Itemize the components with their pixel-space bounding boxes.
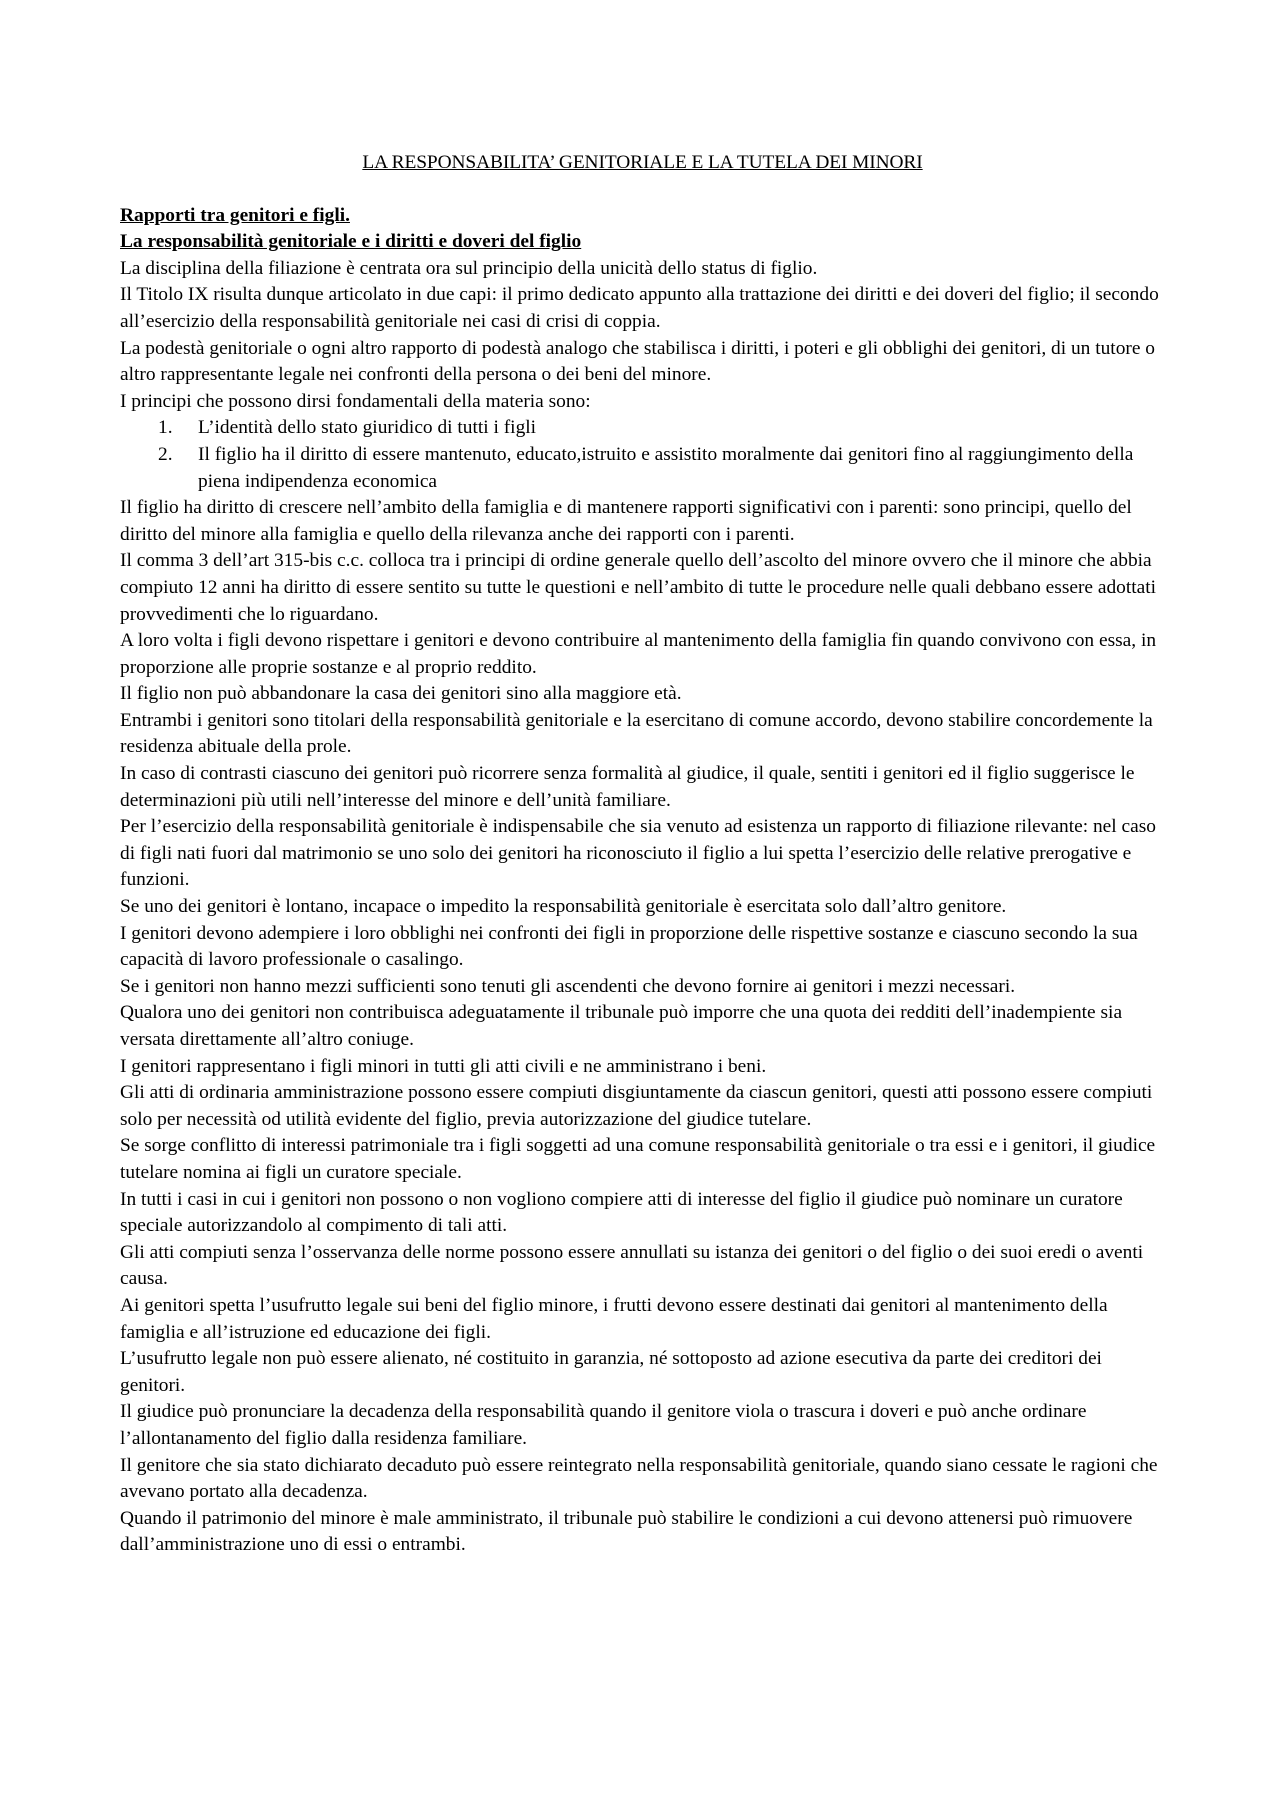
principles-list	[120, 415, 1165, 495]
paragraph: Per l’esercizio della responsabilità genitoriale è indispensabile che sia venuto ad esistenza un rapporto di filiazione rilevante: nel caso di figli nati fuori dal matrimonio se uno solo dei genitori ha riconosciuto il figlio a lui spetta l’esercizio delle relative prerogative e funzioni.	[120, 816, 1156, 891]
paragraph: I principi che possono dirsi fondamentali della materia sono:	[120, 390, 591, 412]
paragraph: Il comma 3 dell’art 315-bis c.c. colloca tra i principi di ordine generale quello dell’ascolto del minore ovvero che il minore che abbia compiuto 12 anni ha diritto di essere sentito su tutte le questioni e nell’ambito di tutte le procedure nelle quali debbano essere adottati provvedimenti che lo riguardano.	[120, 550, 1157, 625]
paragraph: La disciplina della filiazione è centrata ora sul principio della unicità dello status di figlio.	[120, 257, 818, 279]
paragraph: La podestà genitoriale o ogni altro rapporto di podestà analogo che stabilisca i diritti, i poteri e gli obblighi dei genitori, di un tutore o altro rappresentante legale nei confronti della persona o dei beni del minore.	[120, 337, 1155, 386]
paragraph: Se i genitori non hanno mezzi sufficienti sono tenuti gli ascendenti che devono fornire ai genitori i mezzi necessari.	[120, 975, 1016, 997]
paragraph: Se uno dei genitori è lontano, incapace o impedito la responsabilità genitoriale è esercitata solo dall’altro genitore.	[120, 896, 1007, 918]
list-item-text: Il figlio ha il diritto di essere mantenuto, educato,istruito e assistito moralmente dai genitori fino al raggiungimento della piena indipendenza economica	[198, 443, 1134, 492]
section-heading-rapporti: Rapporti tra genitori e figli.	[120, 204, 350, 226]
paragraph: Il figlio non può abbandonare la casa dei genitori sino alla maggiore età.	[120, 683, 682, 705]
paragraph: A loro volta i figli devono rispettare i genitori e devono contribuire al mantenimento della famiglia fin quando convivono con essa, in proporzione alle proprie sostanze e al proprio reddito.	[120, 630, 1157, 678]
paragraph: In tutti i casi in cui i genitori non possono o non vogliono compiere atti di interesse del figlio il giudice può nominare un curatore speciale autorizzandolo al compimento di tali atti.	[120, 1188, 1123, 1237]
paragraph: Ai genitori spetta l’usufrutto legale sui beni del figlio minore, i frutti devono essere destinati dai genitori al mantenimento della famiglia e all’istruzione ed educazione dei figli.	[120, 1294, 1108, 1343]
paragraph: Quando il patrimonio del minore è male amministrato, il tribunale può stabilire le condizioni a cui devono attenersi può rimuovere dall’amministrazione uno di essi o entrambi.	[120, 1507, 1133, 1556]
list-item	[158, 415, 1165, 442]
paragraph: Entrambi i genitori sono titolari della responsabilità genitoriale e la esercitano di comune accordo, devono stabilire concordemente la residenza abituale della prole.	[120, 709, 1153, 758]
paragraph: In caso di contrasti ciascuno dei genitori può ricorrere senza formalità al giudice, il quale, sentiti i genitori ed il figlio suggerisce le determinazioni più utili nell’interesse del minore e dell’unità familiare.	[120, 763, 1135, 811]
document-body	[120, 150, 1165, 1559]
list-item-number: 2.	[158, 443, 173, 465]
document-title: LA RESPONSABILITA’ GENITORIALE E LA TUTELA DEI MINORI	[362, 152, 923, 173]
section-heading-responsabilita: La responsabilità genitoriale e i diritti e doveri del figlio	[120, 231, 582, 253]
paragraph: Gli atti compiuti senza l’osservanza delle norme possono essere annullati su istanza dei genitori o del figlio o dei suoi eredi o aventi causa.	[120, 1241, 1144, 1290]
paragraph: Il Titolo IX risulta dunque articolato in due capi: il primo dedicato appunto alla trattazione dei diritti e dei doveri del figlio; il secondo all’esercizio della responsabilità genitoriale nei casi di crisi di coppia.	[120, 284, 1159, 332]
list-item	[158, 442, 1165, 495]
paragraph: Gli atti di ordinaria amministrazione possono essere compiuti disgiuntamente da ciascun genitori, questi atti possono essere compiuti solo per necessità od utilità evidente del figlio, previa autorizzazione del giudice tutelare.	[120, 1082, 1153, 1130]
paragraph: Qualora uno dei genitori non contribuisca adeguatamente il tribunale può imporre che una quota dei redditi dell’inadempiente sia versata direttamente all’altro coniuge.	[120, 1002, 1123, 1050]
paragraphs-before-list	[120, 256, 1165, 416]
paragraph: Il figlio ha diritto di crescere nell’ambito della famiglia e di mantenere rapporti significativi con i parenti: sono principi, quello del diritto del minore alla famiglia e quello della rilevanza anche dei rapporti con i parenti.	[120, 497, 1132, 545]
list-item-text: L’identità dello stato giuridico di tutti i figli	[198, 417, 537, 439]
paragraph: Se sorge conflitto di interessi patrimoniale tra i figli soggetti ad una comune responsabilità genitoriale o tra essi e i genitori, il giudice tutelare nomina ai figli un curatore speciale.	[120, 1135, 1156, 1183]
paragraph: Il giudice può pronunciare la decadenza della responsabilità quando il genitore viola o trascura i doveri e può anche ordinare l’allontanamento del figlio dalla residenza familiare.	[120, 1401, 1087, 1449]
paragraph: I genitori rappresentano i figli minori in tutti gli atti civili e ne amministrano i beni.	[120, 1055, 767, 1077]
paragraphs-after-list	[120, 495, 1165, 1559]
list-item-number: 1.	[158, 417, 173, 439]
paragraph: L’usufrutto legale non può essere alienato, né costituito in garanzia, né sottoposto ad azione esecutiva da parte dei creditori dei genitori.	[120, 1348, 1102, 1396]
paragraph: Il genitore che sia stato dichiarato decaduto può essere reintegrato nella responsabilità genitoriale, quando siano cessate le ragioni che avevano portato alla decadenza.	[120, 1454, 1158, 1503]
paragraph: I genitori devono adempiere i loro obblighi nei confronti dei figli in proporzione delle rispettive sostanze e ciascuno secondo la sua capacità di lavoro professionale o casalingo.	[120, 922, 1138, 971]
